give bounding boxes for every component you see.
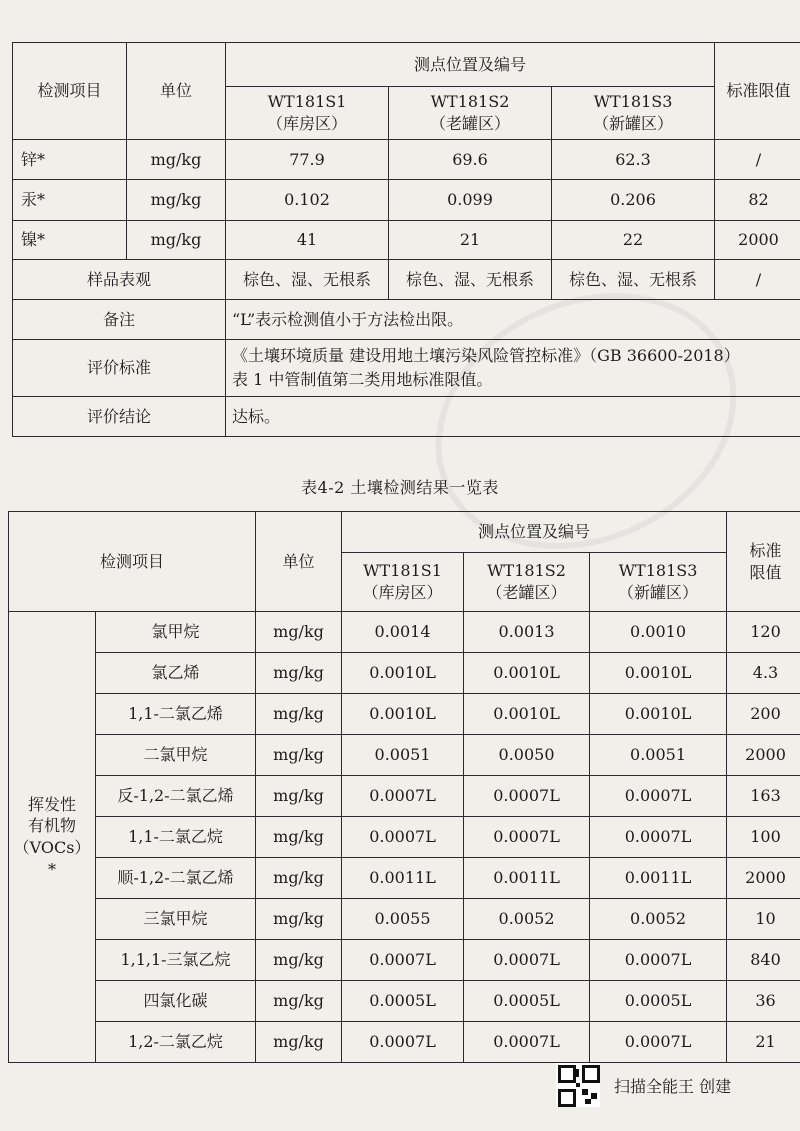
row-value-s2: 0.0005L [464, 981, 590, 1022]
row-value-s3: 0.0010L [590, 653, 727, 694]
remark-label: 备注 [13, 300, 226, 340]
row-value-s3: 0.0051 [590, 735, 727, 776]
table-row [9, 899, 800, 940]
table-row [13, 140, 800, 180]
row-compound: 氯乙烯 [96, 653, 256, 694]
row-compound: 二氯甲烷 [96, 735, 256, 776]
row-limit: 36 [727, 981, 800, 1022]
row-value-s1: 0.0010L [342, 694, 464, 735]
header-point-s1: WT181S1 （库房区） [226, 87, 389, 140]
table-row [13, 221, 800, 260]
table-row [9, 1022, 800, 1063]
row-limit: / [715, 140, 800, 180]
row-item: 锌* [13, 140, 127, 180]
appearance-limit: / [715, 260, 800, 300]
table-row [9, 858, 800, 899]
row-unit: mg/kg [127, 221, 226, 260]
row-unit: mg/kg [256, 612, 342, 653]
appearance-s3: 棕色、湿、无根系 [552, 260, 715, 300]
row-value-s1: 0.0055 [342, 899, 464, 940]
remark-row [13, 300, 800, 340]
row-unit: mg/kg [256, 653, 342, 694]
row-compound: 三氯甲烷 [96, 899, 256, 940]
row-value-s2: 0.0052 [464, 899, 590, 940]
row-limit: 840 [727, 940, 800, 981]
table-row [9, 817, 800, 858]
row-unit: mg/kg [127, 140, 226, 180]
row-value-s1: 0.0005L [342, 981, 464, 1022]
appearance-s2: 棕色、湿、无根系 [389, 260, 552, 300]
row-limit: 120 [727, 612, 800, 653]
row-value-s1: 77.9 [226, 140, 389, 180]
row-value-s2: 0.0011L [464, 858, 590, 899]
metals-result-table [12, 42, 800, 437]
row-value-s1: 0.0010L [342, 653, 464, 694]
row-value-s2: 0.0010L [464, 653, 590, 694]
row-value-s1: 0.0007L [342, 940, 464, 981]
header-unit: 单位 [256, 512, 342, 612]
row-value-s1: 0.0007L [342, 817, 464, 858]
row-unit: mg/kg [256, 1022, 342, 1063]
voc-result-table [8, 511, 800, 1063]
row-compound: 1,1-二氯乙烯 [96, 694, 256, 735]
row-unit: mg/kg [256, 694, 342, 735]
row-unit: mg/kg [256, 858, 342, 899]
header-unit: 单位 [127, 43, 226, 140]
row-compound: 1,2-二氯乙烷 [96, 1022, 256, 1063]
appearance-label: 样品表观 [13, 260, 226, 300]
row-value-s2: 69.6 [389, 140, 552, 180]
row-value-s3: 0.0010 [590, 612, 727, 653]
header-point-s3: WT181S3 （新罐区） [590, 553, 727, 612]
row-value-s3: 0.0007L [590, 940, 727, 981]
header-points-group: 测点位置及编号 [226, 43, 715, 87]
header-point-s2: WT181S2 （老罐区） [389, 87, 552, 140]
header-limit: 标准 限值 [727, 512, 800, 612]
table-caption: 表4-2 土壤检测结果一览表 [301, 478, 499, 497]
table-row [13, 180, 800, 221]
row-limit: 2000 [727, 858, 800, 899]
table-row [9, 940, 800, 981]
row-compound: 反-1,2-二氯乙烯 [96, 776, 256, 817]
row-item: 汞* [13, 180, 127, 221]
table-row [9, 653, 800, 694]
row-limit: 2000 [715, 221, 800, 260]
row-value-s3: 0.0052 [590, 899, 727, 940]
row-value-s2: 0.0007L [464, 817, 590, 858]
conclusion-label: 评价结论 [13, 397, 226, 437]
header-points-group: 测点位置及编号 [342, 512, 727, 553]
row-unit: mg/kg [127, 180, 226, 221]
category-voc: 挥发性 有机物 （VOCs） * [9, 612, 96, 1063]
table-row [9, 612, 800, 653]
row-unit: mg/kg [256, 899, 342, 940]
appearance-s1: 棕色、湿、无根系 [226, 260, 389, 300]
header-point-s3: WT181S3 （新罐区） [552, 87, 715, 140]
conclusion-text: 达标。 [226, 397, 800, 437]
standard-row [13, 340, 800, 397]
header-point-s2: WT181S2 （老罐区） [464, 553, 590, 612]
row-unit: mg/kg [256, 817, 342, 858]
row-limit: 2000 [727, 735, 800, 776]
row-limit: 21 [727, 1022, 800, 1063]
row-value-s2: 0.0007L [464, 1022, 590, 1063]
row-compound: 氯甲烷 [96, 612, 256, 653]
row-compound: 顺-1,2-二氯乙烯 [96, 858, 256, 899]
table-row [9, 981, 800, 1022]
row-value-s3: 0.0005L [590, 981, 727, 1022]
row-unit: mg/kg [256, 776, 342, 817]
conclusion-row [13, 397, 800, 437]
standard-text: 《土壤环境质量 建设用地土壤污染风险管控标准》（GB 36600-2018） 表 1 中管制值第二类用地标准限值。 [226, 340, 800, 397]
row-value-s2: 0.0010L [464, 694, 590, 735]
row-value-s2: 0.099 [389, 180, 552, 221]
header-item: 检测项目 [13, 43, 127, 140]
row-value-s3: 22 [552, 221, 715, 260]
row-value-s2: 21 [389, 221, 552, 260]
row-limit: 200 [727, 694, 800, 735]
row-limit: 82 [715, 180, 800, 221]
row-value-s3: 0.0011L [590, 858, 727, 899]
standard-label: 评价标准 [13, 340, 226, 397]
row-compound: 1,1,1-三氯乙烷 [96, 940, 256, 981]
header-limit: 标准限值 [715, 43, 800, 140]
row-value-s3: 0.0007L [590, 776, 727, 817]
row-value-s2: 0.0050 [464, 735, 590, 776]
row-value-s1: 41 [226, 221, 389, 260]
table-row [9, 694, 800, 735]
row-value-s3: 0.206 [552, 180, 715, 221]
row-value-s2: 0.0013 [464, 612, 590, 653]
row-unit: mg/kg [256, 735, 342, 776]
scanner-footer [556, 1063, 731, 1107]
table-row [9, 735, 800, 776]
table-row [9, 776, 800, 817]
header-point-s1: WT181S1 （库房区） [342, 553, 464, 612]
row-value-s3: 0.0007L [590, 1022, 727, 1063]
row-value-s2: 0.0007L [464, 940, 590, 981]
remark-text: “L”表示检测值小于方法检出限。 [226, 300, 800, 340]
row-value-s1: 0.0011L [342, 858, 464, 899]
appearance-row [13, 260, 800, 300]
row-item: 镍* [13, 221, 127, 260]
row-value-s1: 0.0007L [342, 1022, 464, 1063]
row-unit: mg/kg [256, 940, 342, 981]
row-unit: mg/kg [256, 981, 342, 1022]
row-compound: 四氯化碳 [96, 981, 256, 1022]
row-value-s3: 0.0010L [590, 694, 727, 735]
qr-code-icon [556, 1063, 600, 1107]
row-limit: 10 [727, 899, 800, 940]
row-limit: 4.3 [727, 653, 800, 694]
row-value-s1: 0.0007L [342, 776, 464, 817]
row-limit: 163 [727, 776, 800, 817]
row-compound: 1,1-二氯乙烷 [96, 817, 256, 858]
row-value-s1: 0.102 [226, 180, 389, 221]
row-value-s3: 62.3 [552, 140, 715, 180]
scanner-footer-text: 扫描全能王 创建 [614, 1076, 732, 1096]
row-value-s1: 0.0051 [342, 735, 464, 776]
row-value-s2: 0.0007L [464, 776, 590, 817]
header-item: 检测项目 [9, 512, 256, 612]
row-limit: 100 [727, 817, 800, 858]
row-value-s3: 0.0007L [590, 817, 727, 858]
row-value-s1: 0.0014 [342, 612, 464, 653]
